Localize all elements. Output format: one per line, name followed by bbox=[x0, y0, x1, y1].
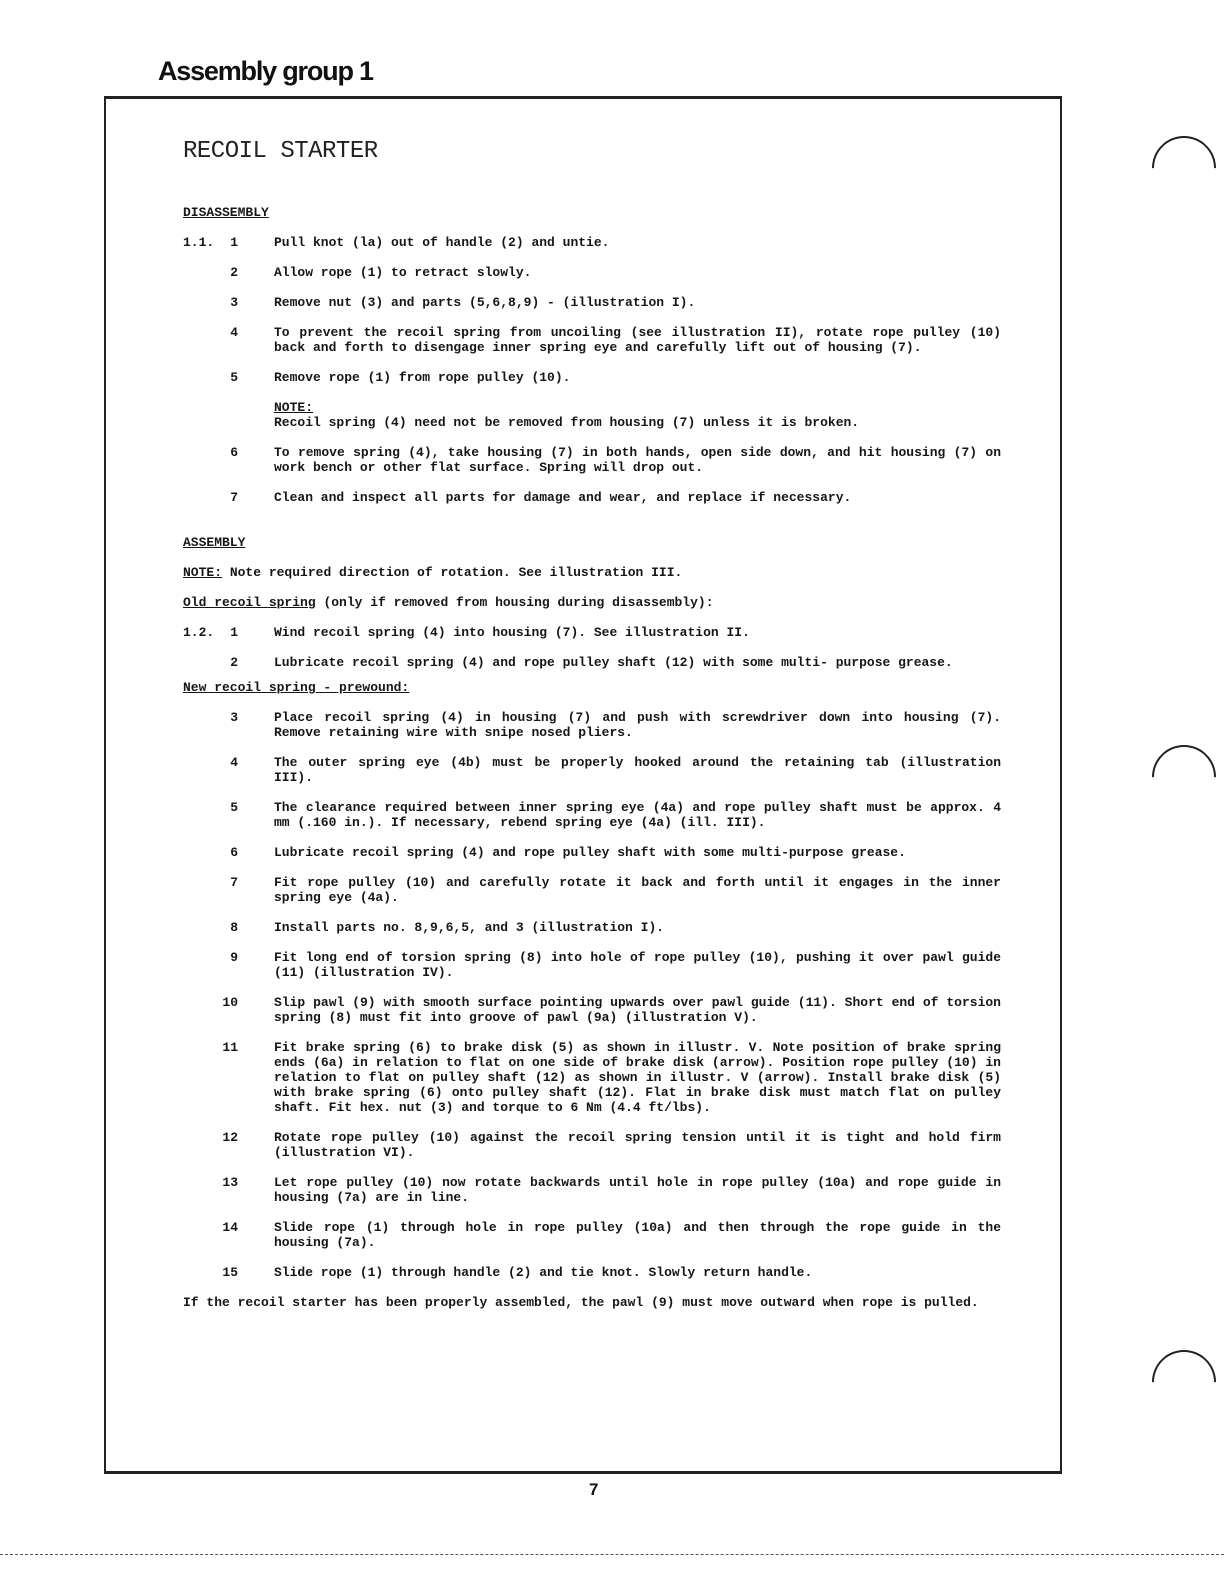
assembly-group-heading: Assembly group 1 bbox=[158, 56, 373, 86]
step-text: Slip pawl (9) with smooth surface pointing upwards over pawl guide (11). Short end of torsion spring (8) must fit into groove of pawl (9a) (illustration V). bbox=[274, 995, 1001, 1025]
step-number: 5 bbox=[230, 800, 238, 815]
step-number: 14 bbox=[222, 1220, 238, 1235]
assembly-step-12 bbox=[183, 1130, 1001, 1160]
section-prefix: 1.1. bbox=[183, 235, 215, 250]
step-number: 12 bbox=[222, 1130, 238, 1145]
step-text: Slide rope (1) through hole in rope pulley (10a) and then through the rope guide in the housing (7a). bbox=[274, 1220, 1001, 1250]
step-text: Fit rope pulley (10) and carefully rotate it back and forth until it engages in the inner spring eye (4a). bbox=[274, 875, 1001, 905]
disassembly-step-3 bbox=[183, 295, 1001, 310]
note-text: Recoil spring (4) need not be removed from housing (7) unless it is broken. bbox=[274, 415, 860, 430]
step-number: 9 bbox=[230, 950, 238, 965]
assembly-step-4 bbox=[183, 755, 1001, 785]
step-text: Install parts no. 8,9,6,5, and 3 (illustration I). bbox=[274, 920, 665, 935]
disassembly-step-7 bbox=[183, 490, 1001, 505]
step-number: 6 bbox=[230, 845, 238, 860]
step-number: 1 bbox=[230, 625, 238, 640]
step-text: To prevent the recoil spring from uncoiling (see illustration II), rotate rope pulley (10) back and forth to disengage inner spring eye and carefully lift out of housing (7). bbox=[274, 325, 1001, 355]
step-text: Let rope pulley (10) now rotate backwards until hole in rope pulley (10a) and rope guide in housing (7a) are in line. bbox=[274, 1175, 1001, 1205]
step-number: 4 bbox=[230, 325, 238, 340]
assembly-step-9 bbox=[183, 950, 1001, 980]
step-text: Wind recoil spring (4) into housing (7). See illustration II. bbox=[274, 625, 750, 640]
assembly-step-7 bbox=[183, 875, 1001, 905]
disassembly-step-5 bbox=[183, 370, 1001, 385]
step-number: 4 bbox=[230, 755, 238, 770]
step-number: 2 bbox=[230, 655, 238, 670]
disassembly-note bbox=[183, 400, 1001, 430]
assembly-step-10 bbox=[183, 995, 1001, 1025]
step-number: 7 bbox=[230, 875, 238, 890]
step-number: 10 bbox=[222, 995, 238, 1010]
step-number: 3 bbox=[230, 710, 238, 725]
old-spring-text: (only if removed from housing during disassembly): bbox=[323, 595, 714, 610]
assembly-note bbox=[183, 565, 1001, 580]
document-body bbox=[183, 205, 1001, 1310]
old-spring-label: Old recoil spring bbox=[183, 595, 316, 610]
step-text: To remove spring (4), take housing (7) in both hands, open side down, and hit housing (7) on work bench or other flat surface. Spring will drop out. bbox=[274, 445, 1001, 475]
step-text: The outer spring eye (4b) must be properly hooked around the retaining tab (illustration III). bbox=[274, 755, 1001, 785]
step-text: Remove rope (1) from rope pulley (10). bbox=[274, 370, 571, 385]
assembly-step-3 bbox=[183, 710, 1001, 740]
binder-hole-mark-middle bbox=[1139, 732, 1224, 823]
step-text: Clean and inspect all parts for damage and wear, and replace if necessary. bbox=[274, 490, 852, 505]
step-number: 13 bbox=[222, 1175, 238, 1190]
page-title: RECOIL STARTER bbox=[183, 138, 378, 165]
step-number: 15 bbox=[222, 1265, 238, 1280]
step-text: Fit long end of torsion spring (8) into hole of rope pulley (10), pushing it over pawl guide (11) (illustration IV). bbox=[274, 950, 1001, 980]
assembly-step-8 bbox=[183, 920, 1001, 935]
step-number: 3 bbox=[230, 295, 238, 310]
closing-paragraph: If the recoil starter has been properly assembled, the pawl (9) must move outward when rope is pulled. bbox=[183, 1295, 979, 1310]
page-number: 7 bbox=[589, 1480, 599, 1499]
binder-hole-mark-top bbox=[1139, 123, 1224, 214]
step-number: 5 bbox=[230, 370, 238, 385]
step-text: Pull knot (la) out of handle (2) and untie. bbox=[274, 235, 610, 250]
new-spring-subheading: New recoil spring - prewound: bbox=[183, 680, 410, 695]
assembly-step-5 bbox=[183, 800, 1001, 830]
assembly-step-15 bbox=[183, 1265, 1001, 1280]
note-label: NOTE: bbox=[274, 400, 314, 415]
assembly-step-13 bbox=[183, 1175, 1001, 1205]
assembly-step-6 bbox=[183, 845, 1001, 860]
step-text: Lubricate recoil spring (4) and rope pulley shaft with some multi-purpose grease. bbox=[274, 845, 906, 860]
step-number: 2 bbox=[230, 265, 238, 280]
assembly-step-2 bbox=[183, 655, 1001, 670]
binder-hole-mark-bottom bbox=[1139, 1337, 1224, 1428]
step-number: 6 bbox=[230, 445, 238, 460]
step-text: Remove nut (3) and parts (5,6,8,9) - (illustration I). bbox=[274, 295, 696, 310]
note-text: Note required direction of rotation. See illustration III. bbox=[229, 565, 683, 580]
step-text: Rotate rope pulley (10) against the recoil spring tension until it is tight and hold firm (illustration VI). bbox=[274, 1130, 1001, 1160]
assembly-step-1 bbox=[183, 625, 1001, 640]
assembly-step-11 bbox=[183, 1040, 1001, 1115]
step-text: Slide rope (1) through handle (2) and tie knot. Slowly return handle. bbox=[274, 1265, 813, 1280]
step-text: Place recoil spring (4) in housing (7) and push with screwdriver down into housing (7). Remove retaining wire with snipe nosed pliers. bbox=[274, 710, 1001, 740]
disassembly-step-4 bbox=[183, 325, 1001, 355]
assembly-step-14 bbox=[183, 1220, 1001, 1250]
disassembly-step-6 bbox=[183, 445, 1001, 475]
assembly-heading: ASSEMBLY bbox=[183, 535, 246, 550]
step-number: 11 bbox=[222, 1040, 238, 1055]
scan-edge-line bbox=[0, 1554, 1224, 1555]
step-text: Lubricate recoil spring (4) and rope pulley shaft (12) with some multi- purpose grease. bbox=[274, 655, 953, 670]
disassembly-step-1 bbox=[183, 235, 1001, 250]
step-number: 8 bbox=[230, 920, 238, 935]
step-text: Fit brake spring (6) to brake disk (5) as shown in illustr. V. Note position of brake spring ends (6a) in relation to flat on one side of brake disk (arrow). Position rope pulley (10) in relation to flat on pulley shaft (12) as shown in illustr. V (arrow). Install brake disk (5) with brake spring (6) onto pulley shaft (12). Flat in brake disk must match flat on pulley shaft. Fit hex. nut (3) and torque to 6 Nm (4.4 ft/lbs). bbox=[274, 1040, 1001, 1115]
step-number: 1 bbox=[230, 235, 238, 250]
old-spring-subheading bbox=[183, 595, 1001, 610]
disassembly-step-2 bbox=[183, 265, 1001, 280]
section-prefix: 1.2. bbox=[183, 625, 215, 640]
step-text: The clearance required between inner spring eye (4a) and rope pulley shaft must be approx. 4 mm (.160 in.). If necessary, rebend spring eye (4a) (ill. III). bbox=[274, 800, 1001, 830]
disassembly-heading: DISASSEMBLY bbox=[183, 205, 269, 220]
step-number: 7 bbox=[230, 490, 238, 505]
note-label: NOTE: bbox=[183, 565, 223, 580]
step-text: Allow rope (1) to retract slowly. bbox=[274, 265, 532, 280]
